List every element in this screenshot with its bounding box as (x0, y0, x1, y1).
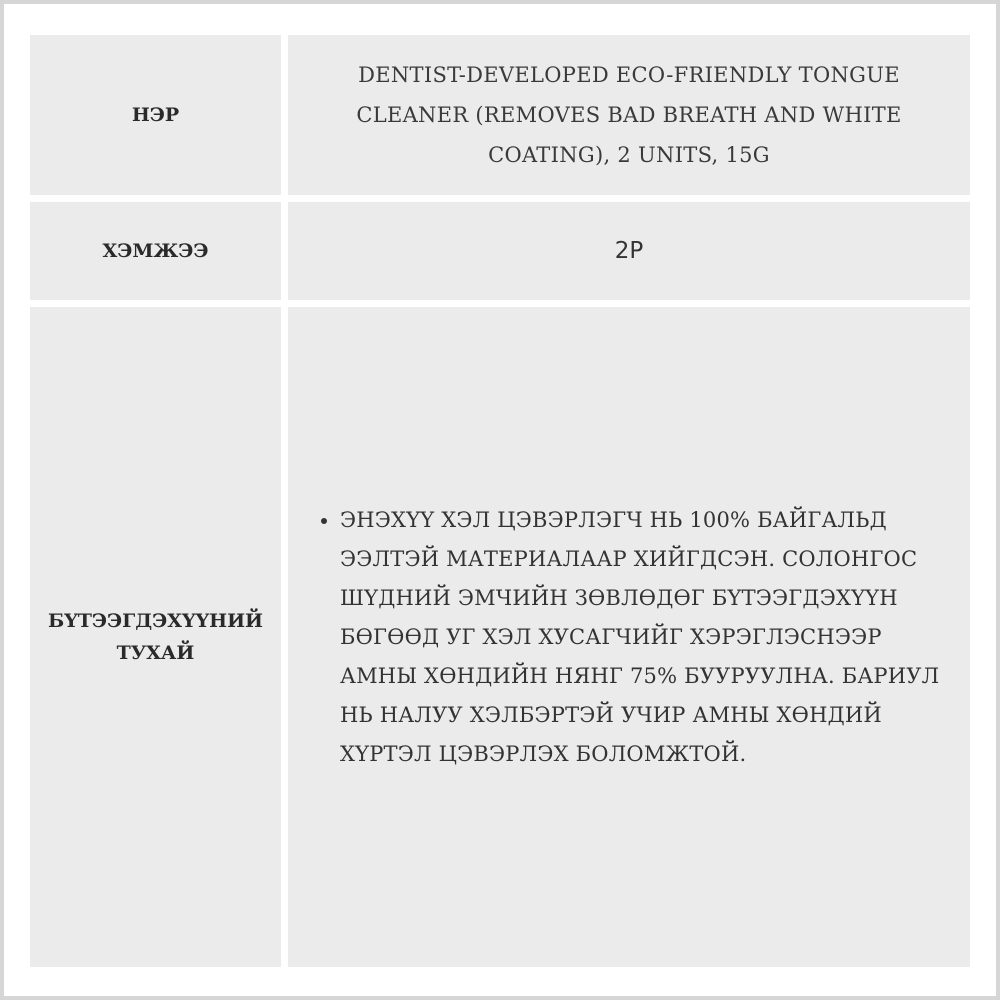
description-item: • ЭНЭХҮҮ ХЭЛ ЦЭВЭРЛЭГЧ НЬ 100% БАЙГАЛЬД ЭЭЛТЭЙ МАТЕРИАЛААР ХИЙГДСЭН. СОЛОНГОС ШҮДНИЙ ЭМЧИЙН ЗӨВЛӨДӨГ БҮТЭЭГДЭХҮҮН БӨГӨӨД УГ ХЭЛ ХУСАГЧИЙГ ХЭРЭГЛЭСНЭЭР АМНЫ ХӨНДИЙН НЯНГ 75% БУУРУУЛНА. БАРИУЛ НЬ НАЛУУ ХЭЛБЭРТЭЙ УЧИР АМНЫ ХӨНДИЙ ХҮРТЭЛ ЦЭВЭРЛЭХ БОЛОМЖТОЙ. (340, 501, 952, 774)
name-label: НЭР (131, 104, 180, 126)
product-name: DENTIST-DEVELOPED ECO-FRIENDLY TONGUE CLEANER (REMOVES BAD BREATH AND WHITE COATING), 2 UNITS, 15G (356, 63, 902, 167)
name-value-cell (288, 35, 970, 195)
size-label: ХЭМЖЭЭ (102, 240, 209, 262)
description-list (288, 501, 970, 774)
size-label-cell (30, 202, 281, 300)
size-value: 2P (614, 238, 644, 264)
about-value-cell (288, 307, 970, 967)
about-label: БҮТЭЭГДЭХҮҮНИЙ ТУХАЙ (47, 610, 263, 664)
size-value-cell (288, 202, 970, 300)
name-label-cell (30, 35, 281, 195)
about-label-cell (30, 307, 281, 967)
